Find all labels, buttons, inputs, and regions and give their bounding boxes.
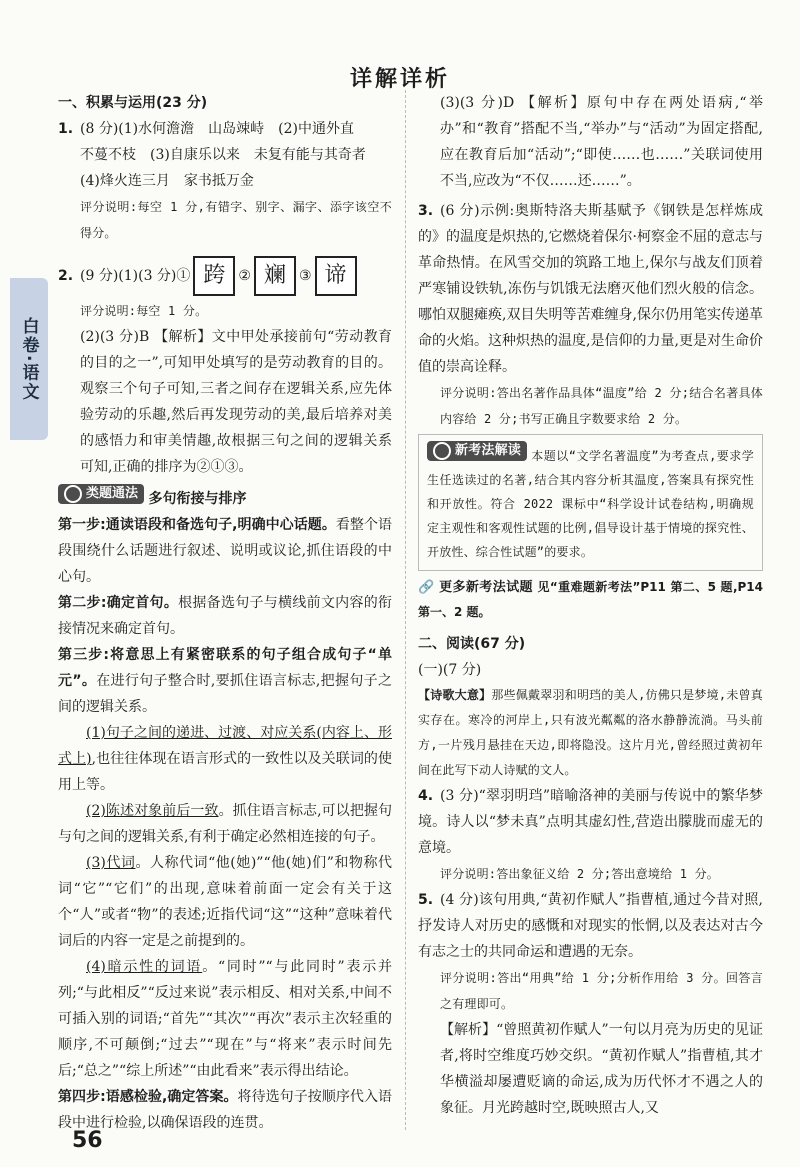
step2	[58, 590, 392, 642]
answer-box-2: 斓	[254, 256, 296, 296]
q3-note: 评分说明:答出名著作品具体“温度”给 2 分;结合名著具体内容给 2 分;书写正确且字数要求给 2 分。	[440, 386, 763, 426]
q4	[418, 783, 763, 861]
q4-note: 评分说明:答出象征义给 2 分;答出意境给 1 分。	[440, 867, 719, 881]
step3	[58, 642, 392, 720]
q3	[418, 198, 763, 380]
q1-text1: (8 分)(1)水何澹澹 山岛竦峙 (2)中通外直	[80, 121, 354, 137]
right-column	[418, 90, 763, 1121]
section-heading-2: 二、阅读(67 分)	[418, 636, 526, 652]
side-tab	[10, 278, 48, 440]
sub-point-1	[58, 720, 392, 798]
q2-note: 评分说明:每空 1 分。	[80, 304, 208, 318]
method-tag-label: 类题通法	[86, 486, 139, 501]
sub-point-2-key: (2)陈述对象前后一致	[86, 803, 219, 819]
q1-line2: 不蔓不枝 (3)自康乐以来 未复有能与其奇者	[80, 147, 366, 163]
step1-body: 看整个语段围绕什么话题进行叙述、说明或议论,抓住语段的中心句。	[58, 517, 392, 585]
sub-point-4-key: (4)暗示性的词语	[86, 959, 203, 975]
q2-number: 2.	[58, 268, 74, 284]
q1-note: 评分说明:每空 1 分,有错字、别字、漏字、添字该空不得分。	[80, 200, 392, 240]
new-method-body: 本题以“文学名著温度”为考查点,要求学生任选读过的名著,结合其内容分析其温度,答案具有探究性和开放性。符合 2022 课标中“科学设计试卷结构,明确规定主观性和客观性试题的比例,倡导设计基于情境的探究性、开放性、综合性试题”的要求。	[427, 449, 754, 559]
step1-head: 第一步:通读语段和备选句子,明确中心话题。	[58, 517, 336, 533]
link-icon: 🔗	[418, 580, 435, 595]
q1-line3: (4)烽火连三月 家书抵万金	[80, 173, 254, 189]
q3-number: 3.	[418, 203, 434, 219]
q5-analysis: 【解析】“曾照黄初作赋人”一句以月亮为历史的见证者,将时空维度巧妙交织。“黄初作赋人”指曹植,其才华横溢却屡遭贬谪的命运,成为历代怀才不遇之人的象征。月光跨越时空,既映照古人,又	[440, 1022, 763, 1116]
q2-marker3: ③	[298, 268, 312, 284]
q3-body: (6 分)示例:奥斯特洛夫斯基赋予《钢铁是怎样炼成的》的温度是炽热的,它燃烧着保尔·柯察金不屈的意志与革命热情。在风雪交加的筑路工地上,保尔与战友们顶着严寒铺设铁轨,冻伤与饥饿无法磨灭他们烈火般的信念。哪怕双腿瘫痪,双目失明等苦难缠身,保尔仍用笔实传递革命的火焰。这种炽热的温度,是信仰的力量,更是对生命价值的崇高诠释。	[418, 203, 763, 375]
sub-point-4	[58, 954, 392, 1084]
column-divider	[405, 90, 407, 1130]
new-method-tag	[427, 441, 527, 461]
q5-number: 5.	[418, 892, 434, 908]
new-method-callout	[418, 434, 763, 571]
step1	[58, 512, 392, 590]
step4-head: 第四步:语感检验,确定答案。	[58, 1089, 238, 1105]
q4-body: (3 分)“翠羽明珰”暗喻洛神的美丽与传说中的繁华梦境。诗人以“梦未真”点明其虚幻性,营造出朦胧而虚无的意境。	[418, 788, 763, 856]
poem-summary-head: 【诗歌大意】	[418, 688, 492, 702]
q2-part3: (3)(3 分)D 【解析】原句中存在两处语病,“举办”和“教育”搭配不当,“举办”与“活动”为固定搭配,应在教育后加“活动”;“即使……也……”关联词使用不当,应改为“不仅……还……”。	[440, 95, 763, 189]
method-title: 多句衔接与排序	[148, 491, 247, 507]
q5-body: (4 分)该句用典,“黄初作赋人”指曹植,通过今昔对照,抒发诗人对历史的感慨和对现实的怅惘,以及表达对古今有志之士的共同命运和遭遇的无奈。	[418, 892, 763, 960]
sub-point-1-key: (1)句子之间的递进、过渡、对应关系(内容上、形式上)	[58, 725, 392, 767]
sub-point-3-text: 。人称代词“他(她)”“他(她)们”和物称代词“它”“它们”的出现,意味着前面一定会有关于这个“人”或者“物”的表述;近指代词“这”“这种”意味着代词后的内容一定是之前提到的。	[58, 855, 392, 949]
q2-part2: (2)(3 分)B 【解析】文中甲处承接前句“劳动教育的目的之一”,可知甲处填写的是劳动教育的目的。观察三个句子可知,三者之间存在逻辑关系,应先体验劳动的乐趣,然后再发现劳动的美,最后培养对美的感悟力和审美情趣,故根据三句之间的逻辑关系可知,正确的排序为②①③。	[80, 329, 392, 475]
key-icon	[64, 485, 82, 503]
sub-point-2-text: 。抓住语言标志,可以把握句与句之间的逻辑关系,有利于确定必然相连接的句子。	[58, 803, 392, 845]
poem-summary-body: 那些佩戴翠羽和明珰的美人,仿佛只是梦境,未曾真实存在。寒冷的河岸上,只有波光粼粼的洛水静静流淌。马头前方,一片残月悬挂在天边,即将隐没。这片月光,曾经照过黄初年间在此写下动人诗赋的文人。	[418, 688, 763, 777]
step4-body: 将待选句子按顺序代入语段中进行检验,以确保语段的连贯。	[58, 1089, 392, 1131]
poem-summary	[418, 683, 763, 783]
sub-point-1-text: ,也往往体现在语言形式的一致性以及关联词的使用上等。	[58, 751, 393, 793]
page-number: 56	[72, 1128, 103, 1153]
method-header	[58, 484, 392, 512]
step2-body: 根据备选句子与横线前文内容的衔接情况来确定首句。	[58, 595, 392, 637]
subsection-1: (一)(7 分)	[418, 662, 482, 678]
new-method-tag-label: 新考法解读	[455, 443, 522, 458]
lightbulb-icon	[433, 442, 451, 460]
q5	[418, 887, 763, 965]
answer-box-1: 跨	[193, 256, 235, 296]
q2-prefix: (9 分)(1)(3 分)①	[80, 268, 191, 284]
q1-number: 1.	[58, 121, 74, 137]
q1-line1	[58, 116, 392, 142]
method-tag	[58, 484, 144, 504]
more-tests-ref: 见“重难题新考法”P11 第二、5 题,P14 第一、2 题。	[418, 580, 763, 619]
section-heading-1: 一、积累与运用(23 分)	[58, 95, 208, 111]
sub-point-3	[58, 850, 392, 954]
step4	[58, 1084, 392, 1136]
q5-note: 评分说明:答出“用典”给 1 分;分析作用给 3 分。回答言之有理即可。	[440, 971, 763, 1011]
q4-number: 4.	[418, 788, 434, 804]
step3-body: 在进行句子整合时,要抓住语言标志,把握句子之间的逻辑关系。	[58, 673, 392, 715]
side-tab-label: 白卷·语文	[18, 316, 39, 402]
step3-head: 第三步:将意思上有紧密联系的句子组合成句子“单元”。	[58, 647, 392, 689]
q2-marker2: ②	[238, 268, 251, 284]
q2-line1	[58, 254, 392, 298]
answer-box-3: 谛	[315, 256, 357, 296]
left-column	[58, 90, 392, 1136]
more-tests	[418, 575, 763, 625]
step2-head: 第二步:确定首句。	[58, 595, 179, 611]
sub-point-2	[58, 798, 392, 850]
sub-point-4-text: 。“同时”“与此同时”表示并列;“与此相反”“反过来说”表示相反、相对关系,中间不可插入别的词语;“首先”“其次”“再次”表示主次轻重的顺序,不可颠倒;“过去”“现在”与“将来”表示时间先后;“总之”“综上所述”“由此看来”表示得出结论。	[58, 959, 392, 1079]
sub-point-3-key: (3)代词	[86, 855, 136, 871]
page-title: 详解详析	[349, 67, 450, 92]
new-method-text	[427, 441, 754, 564]
more-tests-title: 更多新考法试题	[439, 580, 533, 595]
